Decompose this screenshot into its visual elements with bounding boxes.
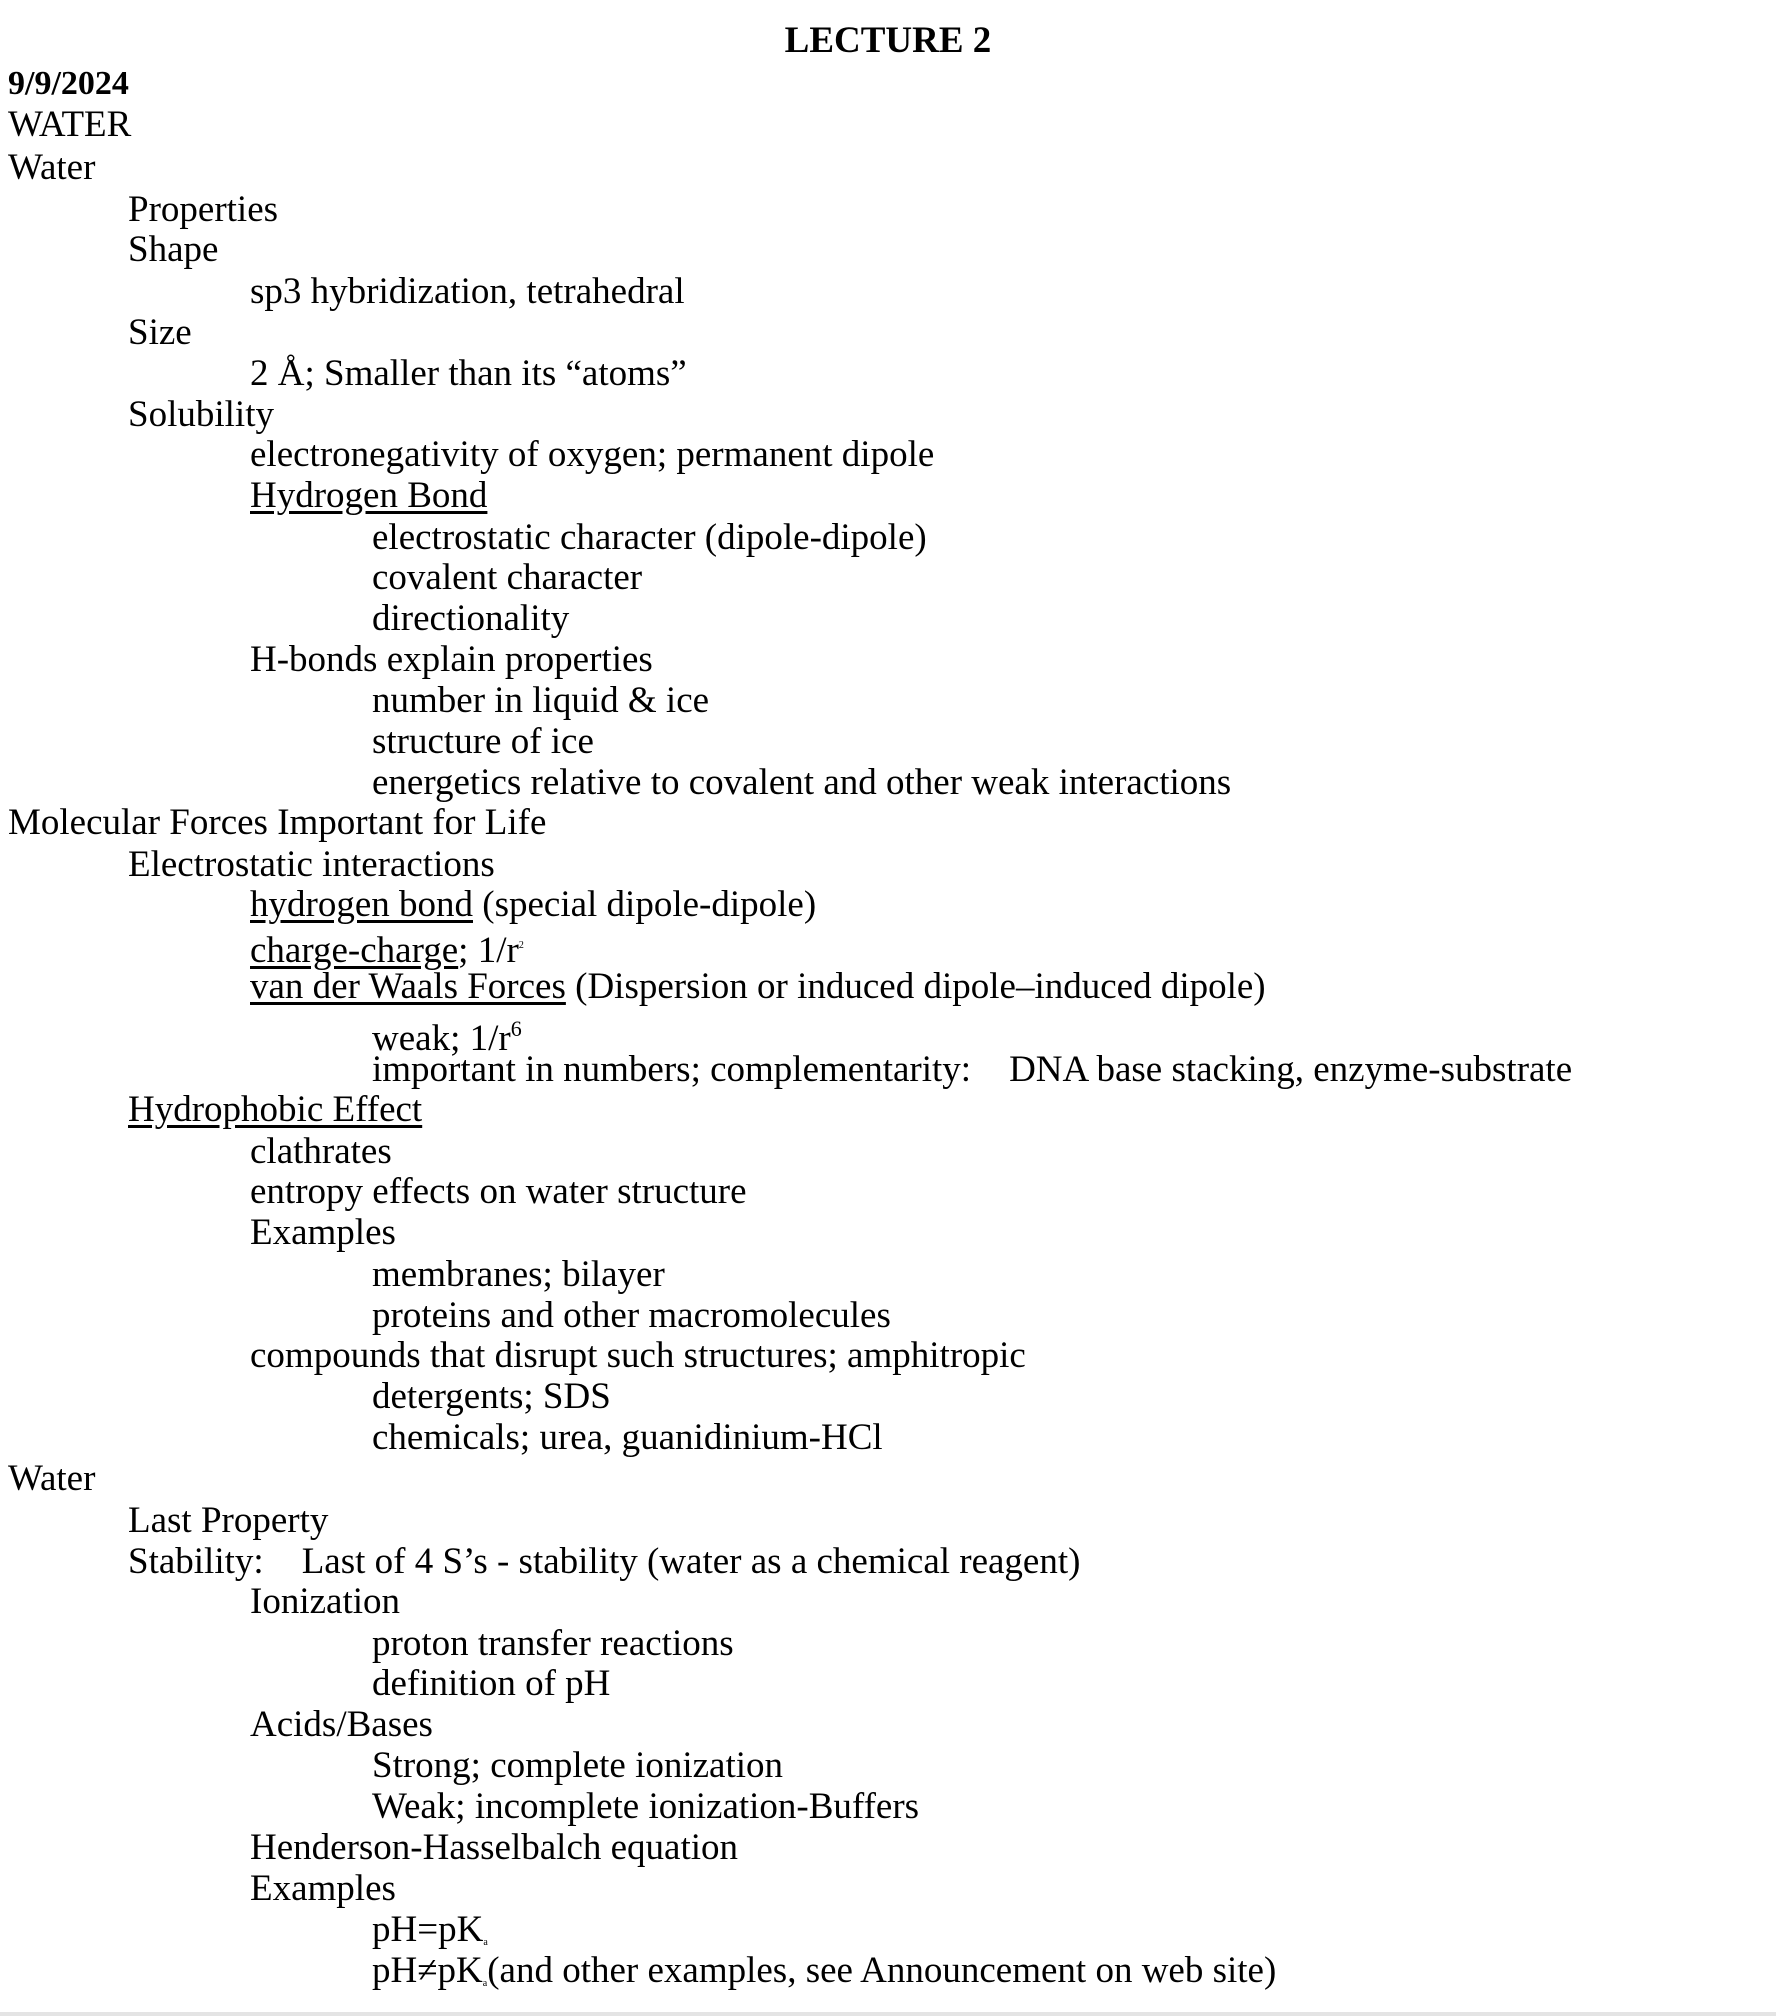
line-properties: Properties [128,189,279,230]
important-numbers-examples: DNA base stacking, enzyme-substrate [1009,1049,1573,1090]
ph-equals-pka-subscript: a [483,1937,488,1948]
line-proton-transfer: proton transfer reactions [372,1623,734,1664]
stability-text: Last of 4 S’s - stability (water as a chemical reagent) [301,1541,1081,1582]
line-henderson-hasselbalch: Henderson-Hasselbalch equation [250,1827,739,1868]
line-detergents: detergents; SDS [372,1376,611,1417]
bottom-edge-divider [0,2012,1776,2016]
weak-text: weak; 1/r [372,1018,511,1059]
line-number-liquid-ice: number in liquid & ice [372,680,710,721]
line-ph-not-equal-pka [372,1949,1276,2006]
line-stability [128,1540,1080,1584]
line-size: Size [128,312,192,353]
lecture-title: LECTURE 2 [784,20,992,61]
line-entropy-effects: entropy effects on water structure [250,1171,747,1212]
line-hbonds-explain: H-bonds explain properties [250,639,653,680]
heading-water-2: Water [8,1458,96,1499]
line-sp3: sp3 hybridization, tetrahedral [250,271,685,312]
line-hydrophobic-effect: Hydrophobic Effect [128,1089,423,1130]
line-van-der-waals [250,965,1266,1009]
line-clathrates: clathrates [250,1131,392,1172]
line-electrostatic-character: electrostatic character (dipole-dipole) [372,517,927,558]
line-compounds-disrupt: compounds that disrupt such structures; amphitropic [250,1335,1026,1376]
van-der-waals-note: (Dispersion or induced dipole–induced dipole) [565,966,1266,1007]
line-solubility: Solubility [128,394,274,435]
line-important-numbers [372,1048,1572,1092]
line-strong: Strong; complete ionization [372,1745,784,1786]
heading-molecular-forces: Molecular Forces Important for Life [8,802,547,843]
ph-equals-pka-text: pH=pK [372,1909,484,1950]
charge-charge-term: charge-charge [250,930,459,971]
ph-not-equal-pka-note: (and other examples, see Announcement on web site) [487,1950,1277,1991]
line-size-detail: 2 Å; Smaller than its “atoms” [250,353,687,394]
weak-exponent: 6 [510,1016,522,1041]
line-electronegativity: electronegativity of oxygen; permanent dipole [250,434,935,475]
heading-water-caps: WATER [8,104,132,145]
stability-label: Stability: [128,1541,264,1582]
line-covalent-character: covalent character [372,557,643,598]
line-chemicals: chemicals; urea, guanidinium-HCl [372,1417,883,1458]
line-definition-ph: definition of pH [372,1663,611,1704]
line-structure-ice: structure of ice [372,721,594,762]
line-energetics: energetics relative to covalent and other weak interactions [372,762,1232,803]
line-hydrogen-bond: Hydrogen Bond [250,475,488,516]
van-der-waals-term: van der Waals Forces [250,966,566,1007]
line-shape: Shape [128,229,219,270]
line-directionality: directionality [372,598,570,639]
lecture-date: 9/9/2024 [8,65,129,102]
charge-charge-note: ; 1/r [458,930,519,971]
hydrogen-bond-note: (special dipole-dipole) [473,884,817,925]
line-last-property: Last Property [128,1500,329,1541]
line-weak-buffers: Weak; incomplete ionization-Buffers [372,1786,920,1827]
charge-charge-exponent: 2 [518,940,524,951]
heading-water: Water [8,147,96,188]
line-proteins: proteins and other macromolecules [372,1295,891,1336]
hydrogen-bond-term: hydrogen bond [250,884,473,925]
line-hydrogen-bond-special [250,883,816,927]
line-acids-bases: Acids/Bases [250,1704,433,1745]
line-electrostatic-interactions: Electrostatic interactions [128,844,495,885]
ph-not-equal-pka-text: pH≠pK [372,1950,483,1991]
line-examples-1: Examples [250,1212,396,1253]
important-numbers-text: important in numbers; complementarity: [372,1049,972,1090]
line-ionization: Ionization [250,1581,401,1622]
line-examples-2: Examples [250,1868,396,1909]
ph-not-equal-pka-subscript: a [482,1978,488,1989]
line-membranes: membranes; bilayer [372,1254,665,1295]
